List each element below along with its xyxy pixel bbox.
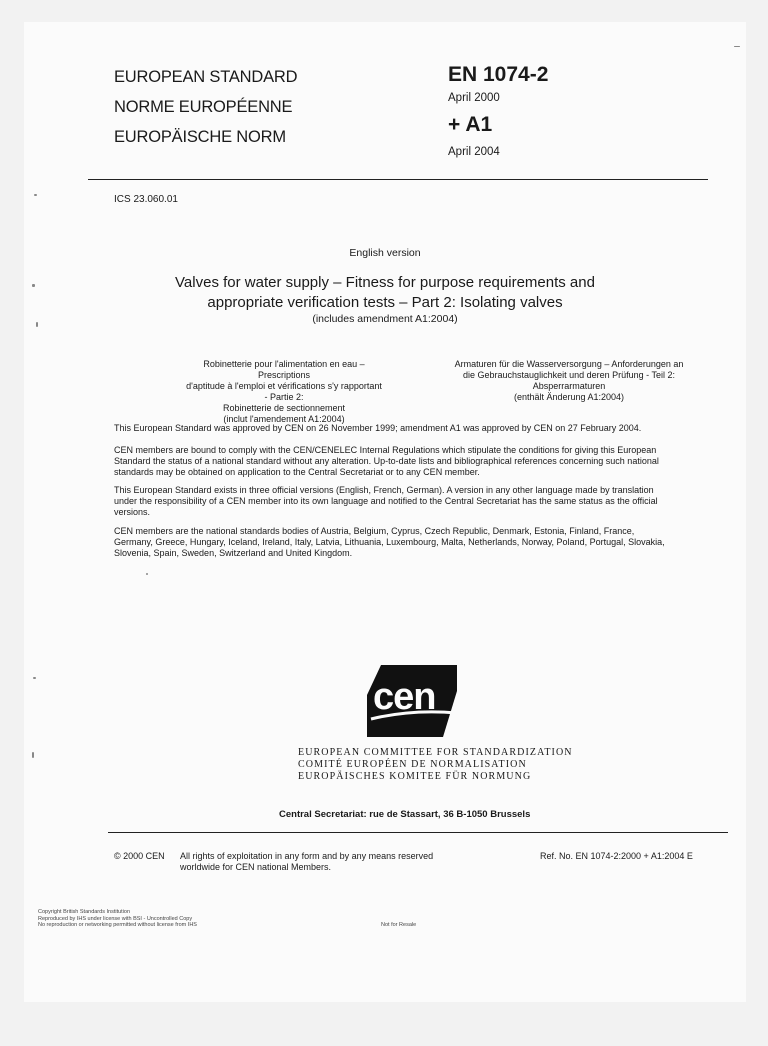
scan-speck bbox=[32, 752, 34, 758]
german-title bbox=[444, 359, 694, 403]
paragraph-line: Germany, Greece, Hungary, Iceland, Ireland, Italy, Latvia, Lithuania, Luxembourg, Malta, Netherlands, Norway, Poland, Portugal, Slovakia, bbox=[114, 537, 665, 548]
scan-speck bbox=[33, 677, 36, 679]
fineprint-line: Reproduced by IHS under license with BSI - Uncontrolled Copy bbox=[38, 915, 193, 922]
license-fineprint bbox=[38, 909, 197, 929]
approval-paragraph bbox=[114, 423, 714, 434]
standard-number: EN 1074-2 bbox=[448, 63, 549, 86]
french-title-line: Robinetterie pour l'alimentation en eau – Prescriptions bbox=[203, 359, 365, 380]
french-title bbox=[184, 359, 384, 425]
versions-paragraph bbox=[114, 485, 724, 519]
fineprint-line: Copyright British Standards Institution bbox=[38, 909, 131, 915]
german-title-line: Armaturen für die Wasserversorgung – Anforderungen an bbox=[454, 359, 684, 369]
scan-speck bbox=[734, 46, 740, 47]
french-title-line: Robinetterie de sectionnement bbox=[222, 403, 346, 413]
not-for-resale: Not for Resale bbox=[381, 922, 417, 928]
standard-line-fr: NORME EUROPÉENNE bbox=[114, 98, 293, 116]
title-line-1: Valves for water supply – Fitness for purpose requirements and bbox=[175, 274, 595, 291]
paragraph-line: This European Standard exists in three official versions (English, French, German). A version in any other language made by translation bbox=[114, 485, 654, 495]
scan-speck bbox=[36, 322, 38, 327]
title-amendment-note: (includes amendment A1:2004) bbox=[312, 313, 458, 325]
publication-date: April 2000 bbox=[448, 92, 500, 104]
standard-designation bbox=[114, 62, 297, 152]
paragraph-line: versions. bbox=[114, 507, 151, 518]
german-title-line: die Gebrauchstauglichkeit und deren Prüfung - Teil 2: bbox=[463, 370, 675, 380]
committee-name-en: EUROPEAN COMMITTEE FOR STANDARDIZATION bbox=[298, 747, 573, 758]
german-title-line: Absperrarmaturen bbox=[532, 381, 606, 391]
scan-speck bbox=[32, 284, 35, 287]
committee-name-fr: COMITÉ EUROPÉEN DE NORMALISATION bbox=[298, 759, 527, 770]
standard-line-en: EUROPEAN STANDARD bbox=[114, 68, 298, 86]
paragraph-line: under the responsibility of a CEN member into its own language and notified to the Central Secretariat has the same status as the official bbox=[114, 496, 658, 507]
french-title-line: d'aptitude à l'emploi et vérifications s'y rapportant - Partie 2: bbox=[186, 381, 382, 402]
regulations-paragraph bbox=[114, 445, 724, 479]
rights-notice bbox=[180, 851, 480, 873]
amendment-date: April 2004 bbox=[448, 146, 500, 158]
ics-code: ICS 23.060.01 bbox=[114, 194, 178, 205]
document-page bbox=[24, 22, 746, 1002]
reference-number: Ref. No. EN 1074-2:2000 + A1:2004 E bbox=[540, 851, 693, 861]
cen-logo-graphic bbox=[367, 665, 457, 737]
footer-divider bbox=[108, 832, 728, 833]
copyright-notice: © 2000 CEN bbox=[114, 851, 165, 861]
paragraph-line: This European Standard was approved by CEN on 26 November 1999; amendment A1 was approved by CEN on 27 February 2004. bbox=[114, 423, 642, 433]
cen-logo-text: cen bbox=[373, 676, 436, 718]
paragraph-line: CEN members are the national standards bodies of Austria, Belgium, Cyprus, Czech Republic, Denmark, Estonia, Finland, France, bbox=[114, 526, 635, 536]
scan-speck bbox=[34, 194, 37, 196]
rights-line: All rights of exploitation in any form and by any means reserved bbox=[180, 851, 434, 861]
committee-name-de: EUROPÄISCHES KOMITEE FÜR NORMUNG bbox=[298, 771, 532, 782]
paragraph-line: Standard the status of a national standard without any alteration. Up-to-date lists and bibliographical references concerning such national bbox=[114, 456, 659, 467]
french-title-line: (inclut l'amendement A1:2004) bbox=[223, 414, 345, 424]
header-divider bbox=[88, 179, 708, 180]
paragraph-line: CEN members are bound to comply with the CEN/CENELEC Internal Regulations which stipulate the conditions for giving this European bbox=[114, 445, 657, 455]
german-title-line: (enthält Änderung A1:2004) bbox=[513, 392, 625, 402]
paragraph-line: Slovenia, Spain, Sweden, Switzerland and United Kingdom. bbox=[114, 548, 353, 559]
paragraph-line: standards may be obtained on application to the Central Secretariat or to any CEN member. bbox=[114, 467, 480, 478]
central-secretariat: Central Secretariat: rue de Stassart, 36 B-1050 Brussels bbox=[279, 809, 531, 820]
amendment-label: + A1 bbox=[448, 113, 493, 136]
rights-line: worldwide for CEN national Members. bbox=[180, 862, 332, 872]
document-title bbox=[24, 273, 746, 325]
standard-line-de: EUROPÄISCHE NORM bbox=[114, 128, 286, 146]
committee-names bbox=[298, 747, 573, 783]
title-line-2: appropriate verification tests – Part 2: Isolating valves bbox=[207, 294, 563, 311]
fineprint-line: No reproduction or networking permitted without license from IHS bbox=[38, 922, 197, 928]
version-label: English version bbox=[349, 247, 421, 259]
members-paragraph bbox=[114, 526, 724, 560]
cen-logo bbox=[367, 665, 457, 742]
scan-speck bbox=[146, 573, 148, 575]
